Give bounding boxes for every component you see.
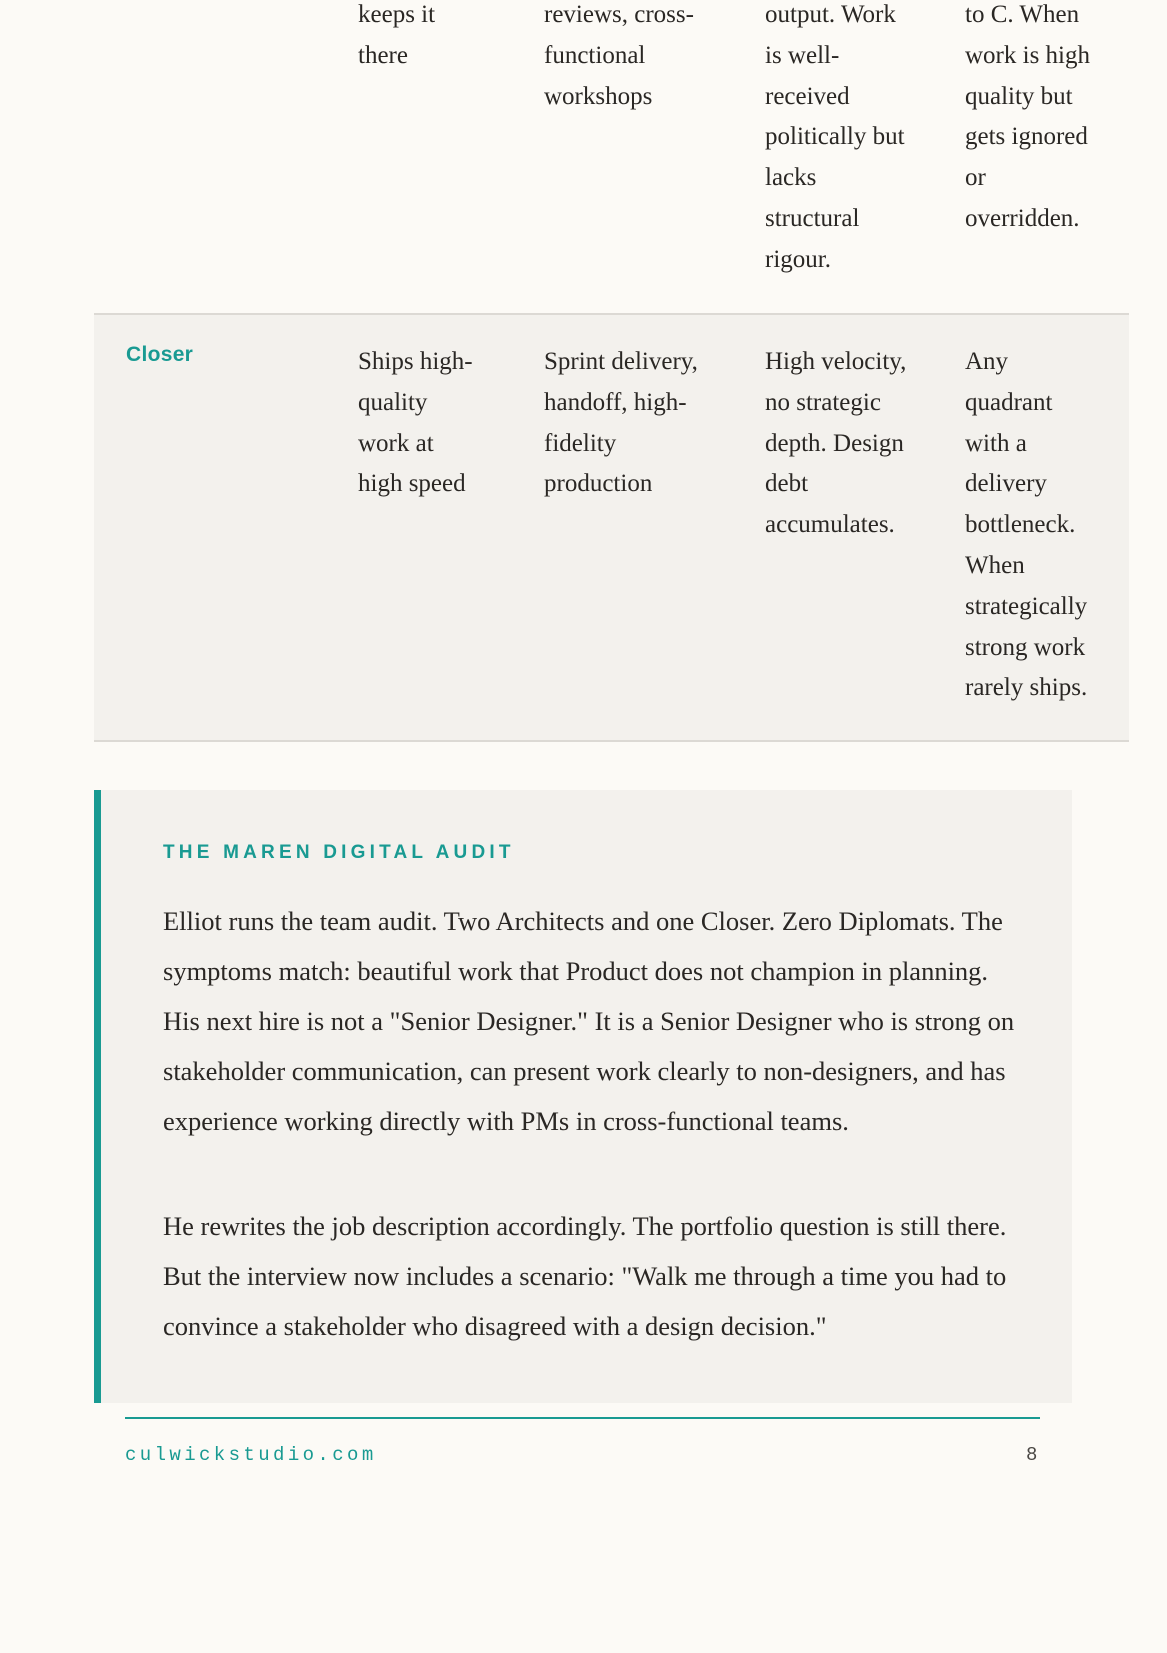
table-row (94, 0, 1129, 315)
table-cell: High velocity, no strategic depth. Design debt accumulates. (765, 348, 907, 539)
footer-divider (125, 1417, 1040, 1419)
page-number: 8 (1026, 1444, 1038, 1466)
footer-site-link[interactable]: culwickstudio.com (125, 1444, 377, 1466)
table-cell: Ships high-quality work at high speed (358, 348, 473, 498)
callout-paragraph: Elliot runs the team audit. Two Architects and one Closer. Zero Diplomats. The symptoms match: beautiful work that Product does not champion in planning. His next hire is not a "Senior Designer." It is a Senior Designer who is strong on stakeholder communication, can present work clearly to non-designers, and has experience working directly with PMs in cross-functional teams. (163, 906, 1015, 1136)
callout-title: THE MAREN DIGITAL AUDIT (163, 842, 515, 863)
table-cell: keeps it there (358, 1, 436, 69)
table-cell: Any quadrant with a delivery bottleneck. When strategically strong work rarely ships. (965, 348, 1088, 702)
table-cell: to C. When work is high quality but gets ignored or overridden. (965, 1, 1090, 232)
table-cell: reviews, cross-functional workshops (544, 1, 694, 110)
case-study-callout (94, 790, 1072, 1403)
role-label: Closer (126, 343, 194, 366)
table-cell: output. Work is well-received politically but lacks structural rigour. (765, 1, 905, 273)
callout-paragraph: He rewrites the job description accordingly. The portfolio question is still there. But the interview now includes a scenario: "Walk me through a time you had to convince a stakeholder who disagreed with a design decision." (163, 1211, 1007, 1341)
table-cell: Sprint delivery, handoff, high-fidelity production (544, 348, 698, 498)
table-row (94, 315, 1129, 742)
